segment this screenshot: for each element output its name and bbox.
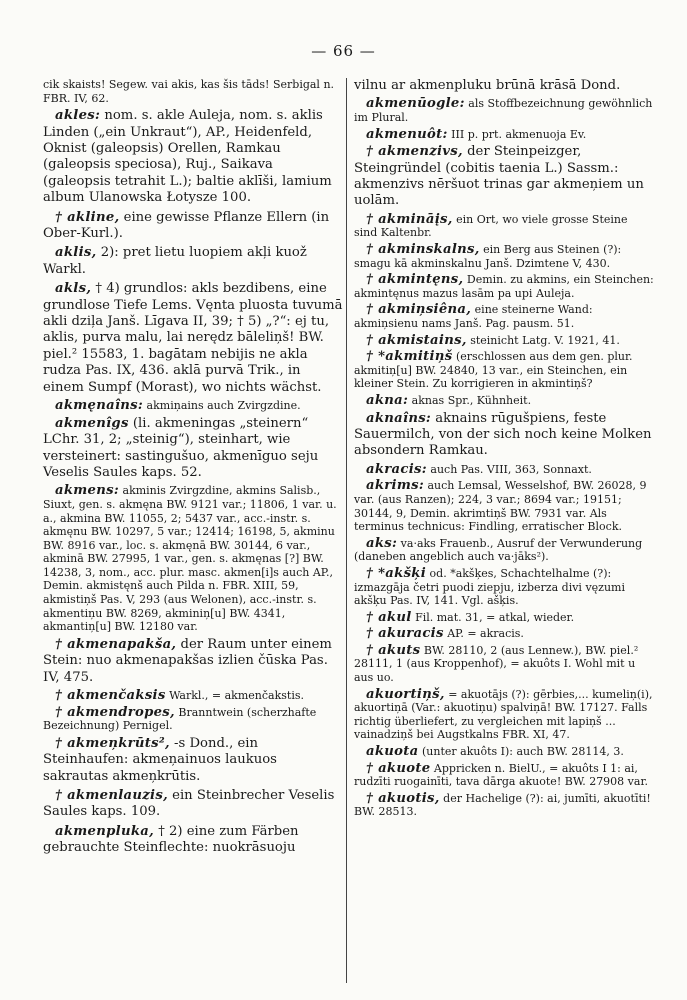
entry-body: der Steinpeizger, Steingründel (cobitis taenia L.) Sassm.: akmenzivs nēršuot trinas gar akmeņiem un uolām. bbox=[354, 144, 644, 209]
dictionary-entry bbox=[354, 792, 654, 819]
entry-headword: akmenuôt: bbox=[366, 126, 448, 142]
entry-headword: akmens: bbox=[55, 483, 120, 499]
dictionary-entry bbox=[354, 745, 654, 759]
entry-headword: † akmistains, bbox=[366, 332, 467, 348]
dictionary-entry bbox=[354, 627, 654, 641]
dictionary-entry bbox=[354, 567, 654, 608]
entry-body: 2): pret lietu luopiem akļi kuož Warkl. bbox=[43, 245, 307, 277]
entry-headword: † akuts bbox=[366, 642, 421, 658]
column-divider bbox=[346, 78, 347, 983]
entry-body: Fil. mat. 31, = atkal, wieder. bbox=[411, 610, 575, 624]
entry-headword: † akmeņkrūts², bbox=[55, 735, 170, 751]
entry-headword: † akmendropes, bbox=[55, 704, 175, 720]
dictionary-entry bbox=[43, 689, 343, 703]
entry-body: -s Dond., ein Steinhaufen: akmeņainuos laukuos sakrautas akmeņkrūtis. bbox=[43, 735, 277, 784]
entry-headword: † akuracis bbox=[366, 626, 444, 642]
entry-body: AP. = akracis. bbox=[443, 627, 524, 641]
dictionary-entry bbox=[43, 736, 343, 785]
dictionary-entry bbox=[43, 637, 343, 686]
entry-body: = akuotājs (?): gērbies,... kumeliņ(i), akuortiņā (Var.: akuotiņu) spalviņā! BW. 17127. Falls richtig überliefert, zu vergleichen mit lapiņš ... vainadziņš bei Augstkalns FBR. XI, 47. bbox=[354, 687, 653, 742]
dictionary-entry bbox=[354, 644, 654, 685]
entry-body: der Raum unter einem Stein: nuo akmenapakšas izlien čūska Pas. IV, 475. bbox=[43, 636, 332, 685]
dictionary-entry bbox=[354, 394, 654, 408]
dictionary-entry bbox=[354, 303, 654, 330]
entry-body: auch Lemsal, Wesselshof, BW. 26028, 9 var. (aus Ranzen); 224, 3 var.; 8694 var.; 19151; 30144, 9, Demin. akrimtiņš BW. 7931 var. Als terminus technicus: Findling, erratischer Block. bbox=[354, 479, 647, 534]
entry-headword: akuota bbox=[366, 744, 419, 760]
entry-headword: akmenūogle: bbox=[366, 96, 465, 112]
dictionary-entry bbox=[354, 128, 654, 142]
entry-body: † 2) eine zum Färben gebrauchte Steinflechte: nuokrāsuoju bbox=[43, 823, 299, 856]
entry-headword: † akmenlauzis, bbox=[55, 788, 168, 804]
dictionary-entry bbox=[354, 762, 654, 789]
right-column bbox=[354, 78, 654, 822]
entry-body: der Hachelige (?): ai, jumīti, akuotīti! BW. 28513. bbox=[354, 791, 651, 819]
dictionary-entry bbox=[43, 281, 343, 396]
entry-body: vilnu ar akmenpluku brūnā krāsā Dond. bbox=[354, 78, 621, 93]
entry-body: eine gewisse Pflanze Ellern (in Ober-Kurl.). bbox=[43, 209, 330, 242]
entry-body: akmiņains auch Zvirgzdine. bbox=[143, 399, 301, 413]
entry-headword: akmenpluka, bbox=[55, 823, 155, 839]
dictionary-entry bbox=[354, 213, 654, 240]
entry-body: als Stoffbezeichnung gewöhnlich im Plural. bbox=[354, 97, 653, 124]
dictionary-entry bbox=[43, 788, 343, 821]
dictionary-entry bbox=[354, 463, 654, 477]
entry-headword: akuortiņš, bbox=[366, 686, 445, 702]
entry-headword: akles: bbox=[55, 108, 101, 124]
entry-body: III p. prt. akmenuoja Ev. bbox=[447, 127, 587, 141]
entry-body: (li. akmeningas „steinern“ LChr. 31, 2; „steinig“), steinhart, wie versteinert: sastingušuo, akmenīguo seju Veselis Saules kaps. 52. bbox=[43, 415, 319, 480]
entry-headword: † akline, bbox=[55, 209, 120, 225]
dictionary-entry bbox=[354, 243, 654, 270]
entry-headword: † akmenapakša, bbox=[55, 636, 177, 652]
dictionary-entry bbox=[43, 78, 343, 105]
dictionary-entry bbox=[354, 479, 654, 533]
dictionary-entry bbox=[43, 706, 343, 733]
dictionary-entry bbox=[43, 399, 343, 413]
dictionary-entry bbox=[43, 416, 343, 482]
dictionary-entry bbox=[43, 108, 343, 206]
dictionary-entry bbox=[354, 334, 654, 348]
entry-headword: † akuote bbox=[366, 760, 431, 776]
dictionary-entry bbox=[43, 245, 343, 278]
entry-body: ein Steinbrecher Veselis Saules kaps. 109. bbox=[43, 788, 335, 820]
entry-body: od. *akšķes, Schachtelhalme (?): izmazgāja četri puodi ziepju, izberza divi vęzumi akšķu Pas. IV, 141. Vgl. ašķis. bbox=[354, 566, 625, 608]
entry-body: akminis Zvirgzdine, akmins Salisb., Siuxt, gen. s. akmęna BW. 9121 var.; 11806, 1 var. u. a., akmina BW. 11055, 2; 5437 var., acc.-instr. s. akmęnu BW. 10297, 5 var.; 12414; 16198, 5, akminu BW. 8916 var., loc. s. akmęnā BW. 30144, 6 var., akminā BW. 27995, 1 var., gen. s. akmęnas [?] BW. 14238, 3, nom., acc. plur. masc. akmen[i]s auch AP., Demin. akmistęnš auch Pilda n. FBR. XIII, 59, akmistiņš Pas. V, 293 (aus Welonen), acc.-instr. s. akmentiņu BW. 8269, akminiņ[u] BW. 4341, akmantiņ[u] BW. 12180 var. bbox=[43, 484, 337, 634]
entry-body: cik skaists! Segew. vai akis, kas šis tāds! Serbigal n. FBR. IV, 62. bbox=[43, 78, 335, 105]
entry-body: eine steinerne Wand: akmiņsienu nams Janš. Pag. pausm. 51. bbox=[354, 303, 593, 330]
entry-headword: † akmintęns, bbox=[366, 272, 464, 288]
entry-headword: aklis, bbox=[55, 245, 97, 261]
dictionary-entry bbox=[43, 210, 343, 243]
entry-body: ein Berg aus Steinen (?): smagu kā akminskalnu Janš. Dzimtene V, 430. bbox=[354, 243, 622, 270]
entry-headword: akls, bbox=[55, 281, 92, 297]
dictionary-entry bbox=[354, 537, 654, 564]
dictionary-entry bbox=[354, 611, 654, 625]
dictionary-entry bbox=[354, 688, 654, 742]
entry-body: Demin. zu akmins, ein Steinchen: akmintęnus mazus lasām pa upi Auleja. bbox=[354, 273, 654, 300]
dictionary-entry bbox=[43, 484, 343, 634]
entry-headword: † akmenčaksis bbox=[55, 688, 166, 704]
dictionary-entry bbox=[43, 824, 343, 857]
entry-headword: akna: bbox=[366, 392, 409, 408]
dictionary-entry bbox=[354, 273, 654, 300]
entry-body: aknains rūgušpiens, feste Sauermilch, von der sich noch keine Molken absondern Ramkau. bbox=[354, 410, 652, 459]
entry-headword: † akmenzivs, bbox=[366, 144, 463, 160]
entry-headword: akrims: bbox=[366, 478, 424, 494]
dictionary-entry bbox=[354, 97, 654, 124]
entry-body: Appricken n. BielU., = akuôts I 1: ai, rudzīti ruogainīti, tava dārga akuote! BW. 27908 var. bbox=[354, 761, 648, 789]
entry-body: steinicht Latg. V. 1921, 41. bbox=[466, 333, 620, 347]
left-column bbox=[43, 78, 343, 860]
page-number: — 66 — bbox=[311, 42, 376, 60]
entry-headword: † *akšķi bbox=[366, 565, 427, 581]
entry-body: va·aks Frauenb., Ausruf der Verwunderung (daneben angeblich auch va·jāks²). bbox=[354, 536, 643, 564]
entry-body: † 4) grundlos: akls bezdibens, eine grundlose Tiefe Lems. Vęnta pluosta tuvumā akli dziļa Janš. Līgava II, 39; † 5) „?“: ej tu, aklis, purva malu, lai nerędz bāleliņš! BW. piel.² 15583, 1. bagātam nebijis ne akla rudza Pas. IX, 436. aklā purvā Trik., in einem Sumpf (Morast), wo nichts wächst. bbox=[43, 281, 343, 395]
entry-headword: † *akmitiņš bbox=[366, 349, 453, 365]
entry-body: BW. 28110, 2 (aus Lennew.), BW. piel.² 28111, 1 (aus Kroppenhof), = akuôts I. Wohl mit u aus uo. bbox=[354, 643, 639, 685]
entry-body: nom. s. akle Auleja, nom. s. aklis Linden („ein Unkraut“), AP., Heidenfeld, Oknist (galeopsis) Orellen, Ramkau (galeopsis speciosa), Ruj., Saikava (galeopsis tetrahit L.); baltie aklīši, lamium album Ulanowska Łotysze 100. bbox=[43, 108, 332, 206]
entry-headword: akmęnaîns: bbox=[55, 398, 144, 414]
entry-headword: † akmināįs, bbox=[366, 211, 453, 227]
entry-body: Branntwein (scherzhafte Bezeichnung) Pernigel. bbox=[43, 705, 317, 733]
entry-headword: † akul bbox=[366, 609, 412, 625]
entry-body: (unter akuôts I): auch BW. 28114, 3. bbox=[418, 745, 624, 759]
entry-body: ein Ort, wo viele grosse Steine sind Kaltenbr. bbox=[354, 212, 628, 240]
dictionary-entry bbox=[354, 411, 654, 460]
dictionary-entry bbox=[354, 350, 654, 391]
entry-headword: † akuotis, bbox=[366, 790, 440, 806]
entry-headword: † akminskalns, bbox=[366, 242, 480, 257]
entry-body: aknas Spr., Kühnheit. bbox=[408, 393, 532, 407]
entry-headword: aks: bbox=[366, 535, 398, 551]
entry-headword: † akmiņsiêna, bbox=[366, 302, 472, 318]
dictionary-entry bbox=[354, 144, 654, 210]
entry-headword: akracis: bbox=[366, 461, 427, 477]
entry-headword: akmenîgs bbox=[55, 415, 129, 431]
entry-body: (erschlossen aus dem gen. plur. akmitiņ[u] BW. 24840, 13 var., ein Steinchen, ein kleiner Stein. Zu korrigieren in akmintiņš? bbox=[354, 350, 633, 391]
entry-headword: aknaîns: bbox=[366, 410, 432, 426]
entry-body: Warkl., = akmenčakstis. bbox=[165, 689, 304, 703]
dictionary-entry bbox=[354, 78, 654, 94]
entry-body: auch Pas. VIII, 363, Sonnaxt. bbox=[426, 462, 592, 476]
